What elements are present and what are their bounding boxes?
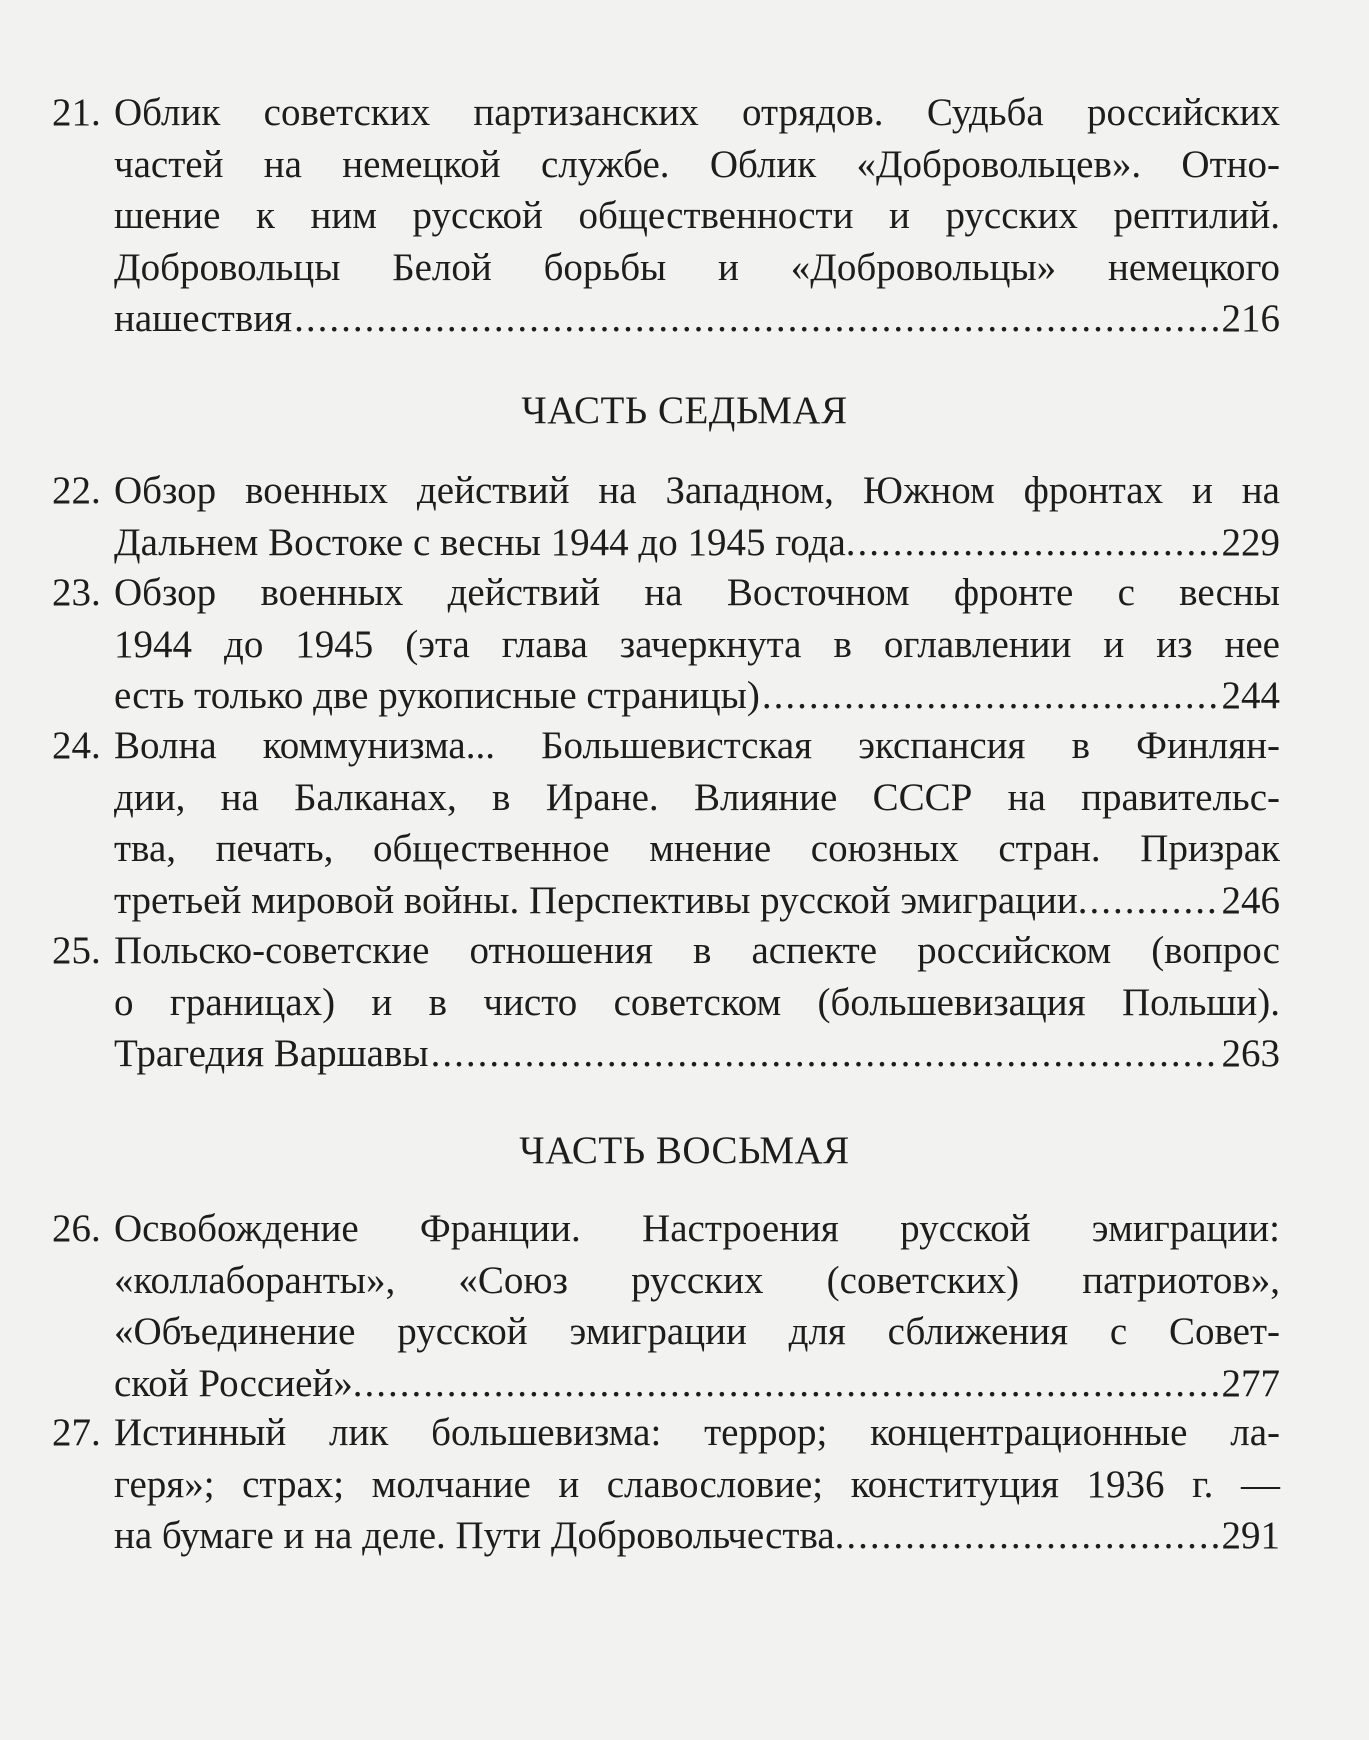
entry-line: о границах) и в чисто советском (большевизация Польши). <box>114 980 1280 1024</box>
entry-last-line <box>114 670 1280 722</box>
toc-entry-26 <box>52 1203 1280 1409</box>
entry-number: 23. <box>52 571 101 614</box>
page-number: 216 <box>1221 297 1280 340</box>
entry-last-line <box>114 1510 1280 1562</box>
dot-leader <box>762 670 1220 722</box>
entry-line: Обзор военных действий на Западном, Южном фронтах и на <box>114 469 1280 512</box>
page-number: 246 <box>1221 878 1280 922</box>
dot-leader <box>1090 875 1220 927</box>
entry-line: Освобождение Франции. Настроения русской эмиграции: <box>114 1207 1280 1250</box>
entry-line: «коллаборанты», «Союз русских (советских) патриотов», <box>114 1258 1280 1302</box>
page-number: 229 <box>1221 520 1280 564</box>
toc-entry-23 <box>52 567 1280 722</box>
entry-number: 24. <box>52 724 101 767</box>
toc-entry-27 <box>52 1407 1280 1562</box>
entry-line: Обзор военных действий на Восточном фронте с весны <box>114 571 1280 614</box>
entry-line: ской Россией». <box>114 1361 363 1405</box>
entry-line: нашествия <box>114 297 293 340</box>
entry-last-line <box>114 1358 1280 1410</box>
entry-number: 27. <box>52 1411 101 1454</box>
entry-number: 22. <box>52 469 101 512</box>
dot-leader <box>431 1028 1220 1080</box>
dot-leader <box>365 1358 1220 1410</box>
entry-number: 26. <box>52 1207 101 1250</box>
entry-line: Добровольцы Белой борьбы и «Добровольцы» немецкого <box>114 245 1280 289</box>
part-heading: ЧАСТЬ СЕДЬМАЯ <box>521 389 848 432</box>
entry-last-line <box>114 1028 1280 1080</box>
entry-line: тва, печать, общественное мнение союзных стран. Призрак <box>114 827 1280 870</box>
part-heading: ЧАСТЬ ВОСЬМАЯ <box>519 1129 850 1172</box>
entry-line: Волна коммунизма... Большевистская экспансия в Финлян- <box>114 724 1280 767</box>
page-number: 263 <box>1221 1032 1280 1075</box>
entry-last-line <box>114 517 1280 569</box>
entry-last-line <box>114 293 1280 345</box>
entry-line: Истинный лик большевизма: террор; концентрационные ла- <box>114 1411 1280 1454</box>
toc-entry-22 <box>52 465 1280 568</box>
entry-line: частей на немецкой службе. Облик «Добровольцев». Отно- <box>114 142 1280 186</box>
entry-number: 21. <box>52 91 101 134</box>
toc-entry-25 <box>52 925 1280 1080</box>
entry-line: Польско-советские отношения в аспекте российском (вопрос <box>114 929 1280 972</box>
entry-line: на бумаге и на деле. Пути Добровольчества. <box>114 1514 845 1557</box>
dot-leader <box>846 1510 1219 1562</box>
entry-line: шение к ним русской общественности и русских рептилий. <box>114 194 1280 237</box>
dot-leader <box>294 293 1219 345</box>
entry-line: геря»; страх; молчание и славословие; конституция 1936 г. — <box>114 1462 1280 1506</box>
page-number: 291 <box>1221 1514 1280 1557</box>
dot-leader <box>858 517 1220 569</box>
entry-number: 25. <box>52 929 101 972</box>
entry-line: «Объединение русской эмиграции для сближения с Совет- <box>114 1310 1280 1353</box>
toc-entry-21 <box>52 87 1280 345</box>
toc-entry-24 <box>52 720 1280 926</box>
entry-line: 1944 до 1945 (эта глава зачеркнута в оглавлении и из нее <box>114 622 1280 666</box>
entry-line: Дальнем Востоке с весны 1944 до 1945 года. <box>114 520 856 564</box>
page-number: 277 <box>1221 1361 1280 1405</box>
entry-last-line <box>114 875 1280 927</box>
entry-line: Облик советских партизанских отрядов. Судьба российских <box>114 91 1280 134</box>
entry-line: Трагедия Варшавы <box>114 1032 429 1075</box>
entry-line: есть только две рукописные страницы) <box>114 674 760 717</box>
entry-line: третьей мировой войны. Перспективы русской эмиграции. <box>114 878 1088 922</box>
page-number: 244 <box>1221 674 1280 717</box>
entry-line: дии, на Балканах, в Иране. Влияние СССР на правительс- <box>114 775 1280 819</box>
